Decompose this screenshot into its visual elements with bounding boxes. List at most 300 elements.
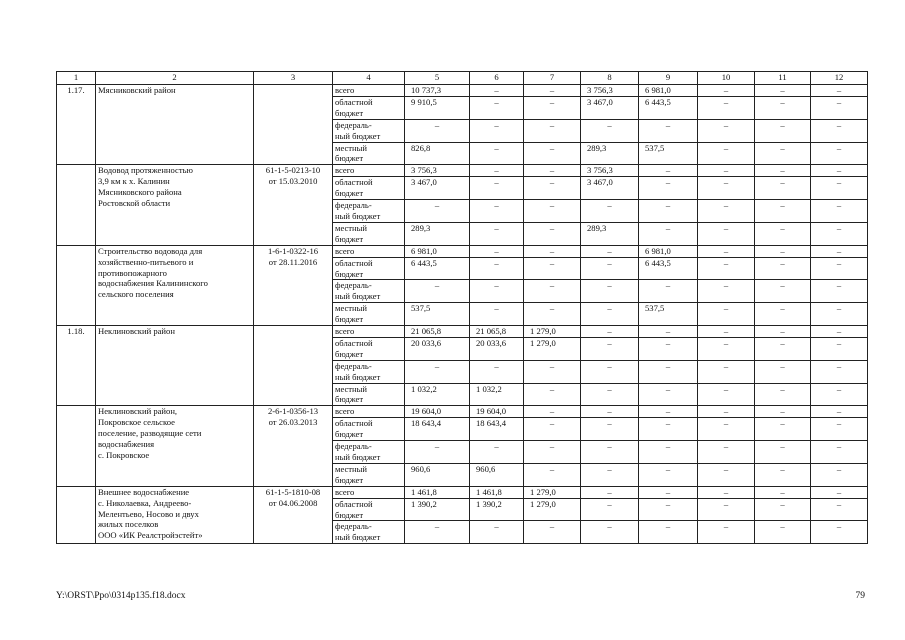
value-cell: –: [755, 200, 811, 223]
value-cell: –: [698, 85, 755, 97]
value-cell: –: [698, 177, 755, 200]
value-cell: –: [524, 406, 581, 418]
item-number: [57, 245, 96, 325]
value-cell: –: [811, 463, 868, 486]
value-cell: –: [698, 222, 755, 245]
expertise-code-line: 1-6-1-0322-16: [267, 245, 319, 256]
col-header: 10: [698, 72, 755, 85]
object-name-line: Строительство водовода для: [98, 245, 203, 256]
item-number: 1.18.: [57, 326, 96, 406]
value-cell: –: [698, 498, 755, 521]
value-cell: –: [755, 486, 811, 498]
value-cell: –: [639, 119, 698, 142]
funding-source-cell: [333, 280, 405, 303]
value-cell: –: [581, 486, 639, 498]
value-cell: –: [639, 406, 698, 418]
value-cell: 20 033,6: [405, 337, 470, 360]
funding-source-line: федераль-: [335, 200, 372, 211]
value-cell: –: [405, 280, 470, 303]
value-cell: –: [698, 418, 755, 441]
value-cell: –: [581, 418, 639, 441]
value-cell: –: [470, 222, 524, 245]
value-cell: –: [524, 521, 581, 544]
object-name-line: Ростовской области: [98, 198, 171, 209]
value-cell: 6 443,5: [405, 257, 470, 280]
object-name-line: Водовод протяженностью: [98, 165, 193, 176]
value-cell: –: [470, 96, 524, 119]
funding-source-cell: [333, 383, 405, 406]
value-cell: –: [470, 245, 524, 257]
table-row: [57, 85, 868, 97]
object-name-line: Неклиновский район: [98, 326, 175, 337]
value-cell: –: [639, 222, 698, 245]
funding-source-line: федераль-: [335, 521, 372, 532]
value-cell: 1 390,2: [470, 498, 524, 521]
value-cell: –: [470, 257, 524, 280]
object-name-cell: [96, 165, 254, 245]
funding-source-line: бюджет: [335, 107, 364, 118]
item-number: 1.17.: [57, 85, 96, 165]
object-name-line: Неклиновский район,: [98, 406, 178, 417]
funding-source-line: бюджет: [335, 233, 364, 244]
value-cell: –: [581, 119, 639, 142]
value-cell: –: [524, 200, 581, 223]
value-cell: –: [698, 326, 755, 338]
value-cell: –: [581, 257, 639, 280]
funding-source-cell: [333, 257, 405, 280]
value-cell: 3 756,3: [405, 165, 470, 177]
value-cell: –: [755, 96, 811, 119]
object-name-line: Мясниковский район: [98, 85, 176, 95]
item-number: [57, 406, 96, 486]
value-cell: –: [755, 177, 811, 200]
value-cell: –: [470, 303, 524, 326]
funding-source-line: ный бюджет: [335, 291, 381, 302]
col-header: 6: [470, 72, 524, 85]
col-header: 2: [96, 72, 254, 85]
value-cell: –: [581, 521, 639, 544]
value-cell: –: [581, 337, 639, 360]
value-cell: –: [698, 165, 755, 177]
funding-source-line: ный бюджет: [335, 210, 381, 221]
funding-source-line: бюджет: [335, 348, 364, 359]
value-cell: –: [755, 245, 811, 257]
value-cell: –: [811, 486, 868, 498]
funding-source-cell: [333, 406, 405, 418]
value-cell: 6 981,0: [639, 245, 698, 257]
value-cell: –: [524, 85, 581, 97]
value-cell: 1 390,2: [405, 498, 470, 521]
value-cell: –: [811, 177, 868, 200]
object-name-line: 3,9 км к х. Калинин: [98, 176, 170, 187]
value-cell: –: [698, 200, 755, 223]
value-cell: 1 461,8: [405, 486, 470, 498]
value-cell: –: [639, 418, 698, 441]
object-name-line: противопожарного: [98, 267, 167, 278]
value-cell: –: [524, 119, 581, 142]
object-name-line: с. Николаевка, Андреево-: [98, 497, 192, 508]
funding-source-line: всего: [335, 486, 355, 497]
value-cell: 3 756,3: [581, 85, 639, 97]
funding-source-line: местный: [335, 463, 368, 474]
value-cell: –: [811, 96, 868, 119]
funding-source-cell: [333, 177, 405, 200]
funding-source-line: бюджет: [335, 509, 364, 520]
value-cell: –: [698, 303, 755, 326]
value-cell: –: [811, 521, 868, 544]
col-header: 8: [581, 72, 639, 85]
funding-source-line: бюджет: [335, 268, 364, 279]
value-cell: –: [405, 360, 470, 383]
value-cell: –: [639, 383, 698, 406]
value-cell: –: [524, 142, 581, 165]
table-row: [57, 486, 868, 498]
value-cell: –: [639, 200, 698, 223]
object-name-line: Мясниковского района: [98, 187, 182, 198]
funding-source-cell: [333, 441, 405, 464]
expertise-code-cell: [254, 486, 333, 544]
funding-source-cell: [333, 142, 405, 165]
col-header: 3: [254, 72, 333, 85]
value-cell: –: [698, 337, 755, 360]
value-cell: –: [639, 498, 698, 521]
value-cell: –: [581, 280, 639, 303]
value-cell: –: [755, 441, 811, 464]
table-row: [57, 326, 868, 338]
value-cell: –: [698, 486, 755, 498]
value-cell: –: [524, 96, 581, 119]
value-cell: –: [639, 521, 698, 544]
expertise-code-line: 2-6-1-0356-13: [267, 406, 319, 417]
object-name-line: Внешнее водоснабжение: [98, 486, 190, 497]
col-header: 9: [639, 72, 698, 85]
value-cell: 1 279,0: [524, 498, 581, 521]
funding-source-cell: [333, 303, 405, 326]
col-header: 12: [811, 72, 868, 85]
object-name-cell: [96, 326, 254, 406]
value-cell: –: [524, 257, 581, 280]
value-cell: 21 065,8: [470, 326, 524, 338]
funding-source-line: бюджет: [335, 474, 364, 485]
value-cell: –: [470, 280, 524, 303]
expertise-code-cell: [254, 406, 333, 486]
value-cell: –: [405, 119, 470, 142]
expertise-code-line: от 04.06.2008: [268, 497, 318, 508]
value-cell: –: [581, 303, 639, 326]
value-cell: 6 443,5: [639, 96, 698, 119]
value-cell: –: [811, 498, 868, 521]
value-cell: 1 032,2: [405, 383, 470, 406]
funding-source-cell: [333, 96, 405, 119]
value-cell: –: [524, 280, 581, 303]
value-cell: –: [405, 441, 470, 464]
table-row: [57, 245, 868, 257]
value-cell: –: [470, 119, 524, 142]
funding-source-cell: [333, 245, 405, 257]
value-cell: –: [755, 165, 811, 177]
funding-source-cell: [333, 326, 405, 338]
funding-source-line: местный: [335, 383, 368, 394]
funding-source-line: областной: [335, 177, 373, 188]
budget-table: [56, 71, 868, 544]
value-cell: –: [524, 165, 581, 177]
funding-source-line: ный бюджет: [335, 532, 381, 543]
value-cell: –: [811, 360, 868, 383]
value-cell: –: [698, 360, 755, 383]
value-cell: –: [755, 337, 811, 360]
object-name-line: водоснабжения: [98, 439, 155, 450]
value-cell: 960,6: [405, 463, 470, 486]
object-name-line: поселение, разводящие сети: [98, 428, 202, 439]
value-cell: 19 604,0: [470, 406, 524, 418]
value-cell: –: [639, 360, 698, 383]
value-cell: –: [470, 142, 524, 165]
value-cell: –: [639, 463, 698, 486]
funding-source-cell: [333, 337, 405, 360]
funding-source-line: ный бюджет: [335, 452, 381, 462]
funding-source-line: федераль-: [335, 360, 372, 371]
header-row: [57, 72, 868, 85]
value-cell: –: [698, 383, 755, 406]
funding-source-line: местный: [335, 222, 368, 233]
value-cell: –: [755, 383, 811, 406]
value-cell: –: [639, 486, 698, 498]
value-cell: –: [581, 200, 639, 223]
value-cell: 19 604,0: [405, 406, 470, 418]
object-name-line: водоснабжения Калининского: [98, 278, 208, 289]
item-number: [57, 165, 96, 245]
funding-source-line: бюджет: [335, 394, 364, 405]
value-cell: –: [755, 119, 811, 142]
object-name-line: с. Покровское: [98, 450, 150, 460]
funding-source-line: местный: [335, 142, 368, 153]
object-name-line: жилых поселков: [98, 519, 159, 530]
funding-source-cell: [333, 463, 405, 486]
value-cell: –: [581, 498, 639, 521]
object-name-line: хозяйственно-питьевого и: [98, 256, 194, 267]
value-cell: –: [405, 521, 470, 544]
value-cell: –: [639, 165, 698, 177]
value-cell: –: [698, 406, 755, 418]
value-cell: –: [698, 257, 755, 280]
value-cell: –: [524, 222, 581, 245]
value-cell: 3 756,3: [581, 165, 639, 177]
value-cell: 3 467,0: [405, 177, 470, 200]
value-cell: –: [524, 463, 581, 486]
value-cell: 1 279,0: [524, 337, 581, 360]
value-cell: –: [755, 222, 811, 245]
value-cell: –: [755, 85, 811, 97]
item-number: [57, 486, 96, 544]
page-number: 79: [855, 591, 865, 601]
file-path: Y:\ORST\Ppo\0314p135.f18.docx: [56, 591, 186, 601]
value-cell: –: [811, 280, 868, 303]
col-header: 5: [405, 72, 470, 85]
expertise-code-line: 61-1-5-1810-08: [265, 486, 321, 497]
funding-source-line: ный бюджет: [335, 371, 381, 382]
expertise-code-line: от 15.03.2010: [268, 176, 318, 187]
value-cell: –: [581, 383, 639, 406]
value-cell: –: [755, 360, 811, 383]
value-cell: 18 643,4: [470, 418, 524, 441]
value-cell: 537,5: [639, 303, 698, 326]
value-cell: –: [811, 245, 868, 257]
value-cell: –: [755, 280, 811, 303]
value-cell: 826,8: [405, 142, 470, 165]
object-name-cell: [96, 245, 254, 325]
value-cell: –: [470, 85, 524, 97]
value-cell: –: [811, 326, 868, 338]
value-cell: –: [581, 441, 639, 464]
value-cell: –: [811, 441, 868, 464]
funding-source-line: федераль-: [335, 119, 372, 130]
funding-source-line: всего: [335, 245, 355, 256]
expertise-code-line: от 26.03.2013: [268, 417, 318, 428]
value-cell: –: [811, 383, 868, 406]
funding-source-line: бюджет: [335, 314, 364, 325]
value-cell: –: [698, 142, 755, 165]
object-name-cell: [96, 85, 254, 165]
funding-source-line: ный бюджет: [335, 130, 381, 141]
expertise-code-cell: [254, 326, 333, 406]
value-cell: 960,6: [470, 463, 524, 486]
value-cell: –: [811, 418, 868, 441]
object-name-cell: [96, 406, 254, 486]
value-cell: –: [811, 222, 868, 245]
value-cell: –: [811, 337, 868, 360]
value-cell: –: [811, 85, 868, 97]
value-cell: –: [470, 165, 524, 177]
funding-source-line: местный: [335, 303, 368, 314]
object-name-cell: [96, 486, 254, 544]
funding-source-line: областной: [335, 96, 373, 107]
value-cell: –: [405, 200, 470, 223]
value-cell: 10 737,3: [405, 85, 470, 97]
value-cell: 289,3: [581, 222, 639, 245]
object-name-line: Покровское сельское: [98, 417, 175, 428]
value-cell: –: [581, 463, 639, 486]
value-cell: –: [755, 303, 811, 326]
funding-source-line: федераль-: [335, 441, 372, 452]
funding-source-line: всего: [335, 406, 355, 417]
value-cell: –: [524, 177, 581, 200]
value-cell: –: [470, 177, 524, 200]
expertise-code-cell: [254, 245, 333, 325]
table-row: [57, 406, 868, 418]
value-cell: 18 643,4: [405, 418, 470, 441]
funding-source-line: бюджет: [335, 188, 364, 199]
value-cell: –: [755, 498, 811, 521]
funding-source-line: бюджет: [335, 429, 364, 440]
value-cell: 20 033,6: [470, 337, 524, 360]
expertise-code-line: от 28.11.2016: [268, 256, 318, 267]
value-cell: –: [755, 257, 811, 280]
value-cell: –: [470, 521, 524, 544]
value-cell: 3 467,0: [581, 177, 639, 200]
value-cell: 6 443,5: [639, 257, 698, 280]
table-body: [57, 85, 868, 544]
value-cell: –: [811, 200, 868, 223]
value-cell: –: [698, 280, 755, 303]
value-cell: –: [524, 418, 581, 441]
value-cell: 9 910,5: [405, 96, 470, 119]
value-cell: –: [581, 406, 639, 418]
expertise-code-line: 61-1-5-0213-10: [265, 165, 321, 176]
value-cell: –: [524, 441, 581, 464]
value-cell: –: [698, 245, 755, 257]
value-cell: –: [581, 245, 639, 257]
value-cell: –: [811, 303, 868, 326]
funding-source-cell: [333, 360, 405, 383]
funding-source-line: областной: [335, 257, 373, 268]
funding-source-cell: [333, 521, 405, 544]
value-cell: –: [698, 119, 755, 142]
funding-source-line: областной: [335, 498, 373, 509]
col-header: 7: [524, 72, 581, 85]
value-cell: 289,3: [405, 222, 470, 245]
value-cell: –: [755, 463, 811, 486]
object-name-line: Мелентьево, Носово и двух: [98, 508, 199, 519]
expertise-code-cell: [254, 85, 333, 165]
funding-source-cell: [333, 418, 405, 441]
value-cell: –: [811, 119, 868, 142]
funding-source-line: бюджет: [335, 153, 364, 164]
value-cell: –: [639, 441, 698, 464]
value-cell: –: [470, 200, 524, 223]
col-header: 4: [333, 72, 405, 85]
value-cell: –: [755, 142, 811, 165]
value-cell: 1 032,2: [470, 383, 524, 406]
value-cell: –: [524, 360, 581, 383]
expertise-code-cell: [254, 165, 333, 245]
value-cell: –: [811, 165, 868, 177]
value-cell: –: [811, 257, 868, 280]
value-cell: –: [755, 326, 811, 338]
value-cell: –: [639, 337, 698, 360]
value-cell: 6 981,0: [639, 85, 698, 97]
value-cell: 6 981,0: [405, 245, 470, 257]
value-cell: –: [581, 360, 639, 383]
value-cell: –: [698, 96, 755, 119]
value-cell: –: [811, 406, 868, 418]
value-cell: –: [524, 245, 581, 257]
value-cell: –: [639, 177, 698, 200]
funding-source-cell: [333, 498, 405, 521]
value-cell: –: [524, 383, 581, 406]
funding-source-cell: [333, 85, 405, 97]
value-cell: –: [811, 142, 868, 165]
funding-source-cell: [333, 486, 405, 498]
value-cell: –: [698, 441, 755, 464]
value-cell: 1 279,0: [524, 486, 581, 498]
funding-source-line: всего: [335, 85, 355, 95]
value-cell: –: [470, 441, 524, 464]
value-cell: 537,5: [639, 142, 698, 165]
value-cell: –: [639, 280, 698, 303]
value-cell: –: [698, 463, 755, 486]
funding-source-cell: [333, 165, 405, 177]
value-cell: –: [755, 521, 811, 544]
col-header: 1: [57, 72, 96, 85]
value-cell: 3 467,0: [581, 96, 639, 119]
value-cell: 1 461,8: [470, 486, 524, 498]
object-name-line: сельского поселения: [98, 289, 174, 300]
funding-source-cell: [333, 222, 405, 245]
funding-source-cell: [333, 200, 405, 223]
value-cell: –: [698, 521, 755, 544]
value-cell: –: [470, 360, 524, 383]
funding-source-line: областной: [335, 418, 373, 429]
